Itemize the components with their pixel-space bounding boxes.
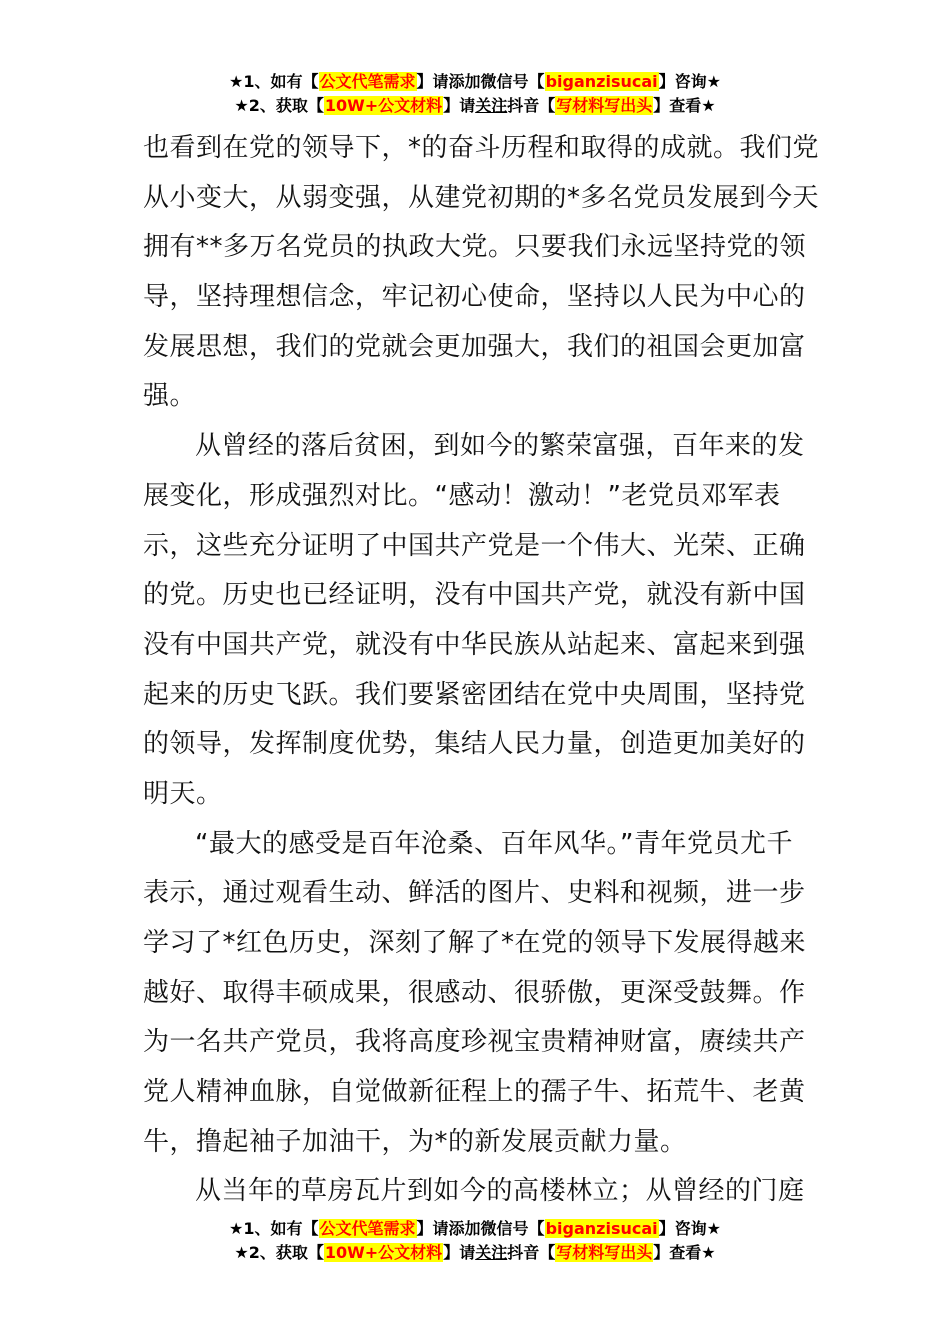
header-banner: [0, 70, 950, 118]
text-line: 明天。: [143, 778, 223, 809]
text-line: 发展思想，我们的党就会更加强大，我们的祖国会更加富: [143, 331, 806, 362]
text-line: 从小变大，从弱变强，从建党初期的*多名党员发展到今天: [143, 182, 820, 213]
text-line: 的领导，发挥制度优势，集结人民力量，创造更加美好的: [143, 729, 806, 760]
text-line: 表示，通过观看生动、鲜活的图片、史料和视频，进一步: [143, 878, 806, 909]
highlight-materials: 10W+公文材料: [324, 96, 443, 115]
banner-text: 微信号【: [480, 1219, 545, 1238]
text-line: 拥有**多万名党员的执政大党。只要我们永远坚持党的领: [143, 232, 807, 263]
document-body: [143, 124, 820, 1217]
text-line: 起来的历史飞跃。我们要紧密团结在党中央周围，坚持党: [143, 679, 806, 710]
text-line: 强。: [143, 381, 197, 412]
banner-text: ★2、获取【: [234, 96, 324, 115]
banner-text: 】查看★: [653, 1243, 716, 1262]
banner-text: 】请: [443, 1243, 476, 1262]
highlight-service: 公文代笔需求: [319, 72, 416, 91]
banner-emphasis: 添加: [448, 72, 481, 91]
paragraph-start-line: 从曾经的落后贫困，到如今的繁荣富强，百年来的发: [195, 431, 805, 462]
text-line: 示，这些充分证明了中国共产党是一个伟大、光荣、正确: [143, 530, 806, 561]
footer-banner-line-2: [0, 1241, 950, 1265]
banner-text: 抖音【: [507, 96, 556, 115]
highlight-service: 公文代笔需求: [319, 1219, 416, 1238]
banner-text: 】请: [416, 72, 449, 91]
text-line: 牛，撸起袖子加油干，为*的新发展贡献力量。: [143, 1126, 687, 1157]
highlight-wechat-id: biganzisucai: [545, 72, 658, 91]
text-line: 越好、取得丰硕成果，很感动、很骄傲，更深受鼓舞。作: [143, 977, 806, 1008]
text-line: 为一名共产党员，我将高度珍视宝贵精神财富，赓续共产: [143, 1027, 806, 1058]
banner-text: 】请: [443, 96, 476, 115]
banner-text: ★2、获取【: [234, 1243, 324, 1262]
banner-text: 】咨询★: [658, 72, 721, 91]
text-line: 没有中国共产党，就没有中华民族从站起来、富起来到强: [143, 629, 806, 660]
text-line: 党人精神血脉，自觉做新征程上的孺子牛、拓荒牛、老黄: [143, 1077, 806, 1108]
header-banner-line-1: [0, 70, 950, 94]
paragraph-start-line: 从当年的草房瓦片到如今的高楼林立；从曾经的门庭: [195, 1176, 805, 1207]
text-line: 学习了*红色历史，深刻了解了*在党的领导下发展得越来: [143, 928, 807, 958]
banner-text: ★1、如有【: [229, 72, 319, 91]
text-line: 展变化，形成强烈对比。“感动！激动！”老党员邓军表: [143, 480, 781, 511]
text-line: 也看到在党的领导下，*的奋斗历程和取得的成就。我们党: [143, 133, 820, 163]
highlight-douyin-account: 写材料写出头: [556, 96, 653, 115]
text-line: 导，坚持理想信念，牢记初心使命，坚持以人民为中心的: [143, 282, 806, 313]
banner-text: 抖音【: [507, 1243, 556, 1262]
text-line: 的党。历史也已经证明，没有中国共产党，就没有新中国: [143, 580, 806, 611]
paragraph-start-line: “最大的感受是百年沧桑、百年风华。”青年党员尤千: [195, 828, 793, 859]
footer-banner-line-1: [0, 1217, 950, 1241]
highlight-wechat-id: biganzisucai: [545, 1219, 658, 1238]
footer-banner: [0, 1217, 950, 1265]
banner-text: 】请: [416, 1219, 449, 1238]
header-banner-line-2: [0, 94, 950, 118]
banner-text: ★1、如有【: [229, 1219, 319, 1238]
banner-text: 】查看★: [653, 96, 716, 115]
banner-emphasis: 关注: [475, 1243, 508, 1262]
highlight-materials: 10W+公文材料: [324, 1243, 443, 1262]
banner-emphasis: 关注: [475, 96, 508, 115]
banner-text: 】咨询★: [658, 1219, 721, 1238]
highlight-douyin-account: 写材料写出头: [556, 1243, 653, 1262]
banner-emphasis: 添加: [448, 1219, 481, 1238]
banner-text: 微信号【: [480, 72, 545, 91]
